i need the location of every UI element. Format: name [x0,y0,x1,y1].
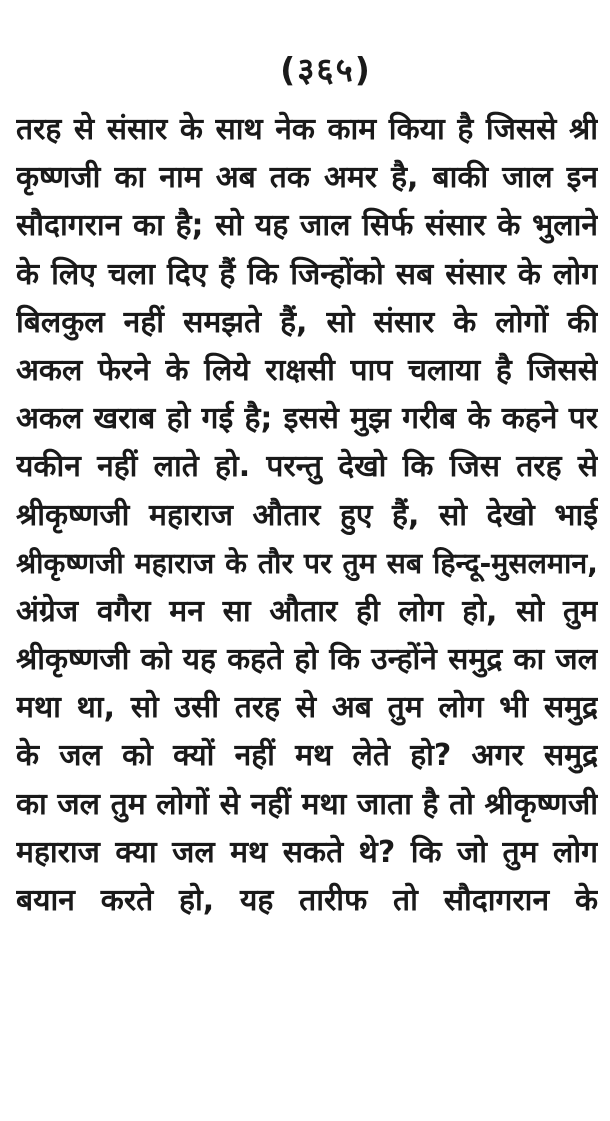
text-line: अकल फेरने के लिये राक्षसी पाप चलाया है जिससे [16,352,598,388]
page-number: (३६५) [280,50,372,89]
text-line: कृष्णजी का नाम अब तक अमर है, बाकी जाल इन [16,160,598,196]
text-line: श्रीकृष्णजी महाराज के तौर पर तुम सब हिन्दू-मुसलमान, [16,546,598,580]
text-line: श्रीकृष्णजी महाराज औतार हुए हैं, सो देखो भाई [16,497,598,533]
text-line: के लिए चला दिए हैं कि जिन्होंको सब संसार के लोग [16,256,598,292]
text-line: सौदागरान का है; सो यह जाल सिर्फ संसार के भुलाने [16,208,598,244]
body-text [16,106,598,925]
text-line: यकीन नहीं लाते हो. परन्तु देखो कि जिस तरह से [16,449,598,485]
text-line: अंग्रेज वगैरा मन सा औतार ही लोग हो, सो तुम [16,593,598,629]
text-line: श्रीकृष्णजी को यह कहते हो कि उन्होंने समुद्र का जल [16,642,598,678]
text-line: बिलकुल नहीं समझते हैं, सो संसार के लोगों की [16,304,598,340]
text-line: तरह से संसार के साथ नेक काम किया है जिससे श्री [16,112,598,147]
text-line: मथा था, सो उसी तरह से अब तुम लोग भी समुद्र [16,690,598,726]
text-line: के जल को क्यों नहीं मथ लेते हो? अगर समुद्र [16,738,598,774]
text-line: का जल तुम लोगों से नहीं मथा जाता है तो श्रीकृष्णजी [16,786,598,822]
text-line: बयान करते हो, यह तारीफ तो सौदागरान के [16,883,598,918]
text-line: अकल खराब हो गई है; इससे मुझ गरीब के कहने पर [16,401,598,437]
text-line: महाराज क्या जल मथ सकते थे? कि जो तुम लोग [16,834,598,870]
